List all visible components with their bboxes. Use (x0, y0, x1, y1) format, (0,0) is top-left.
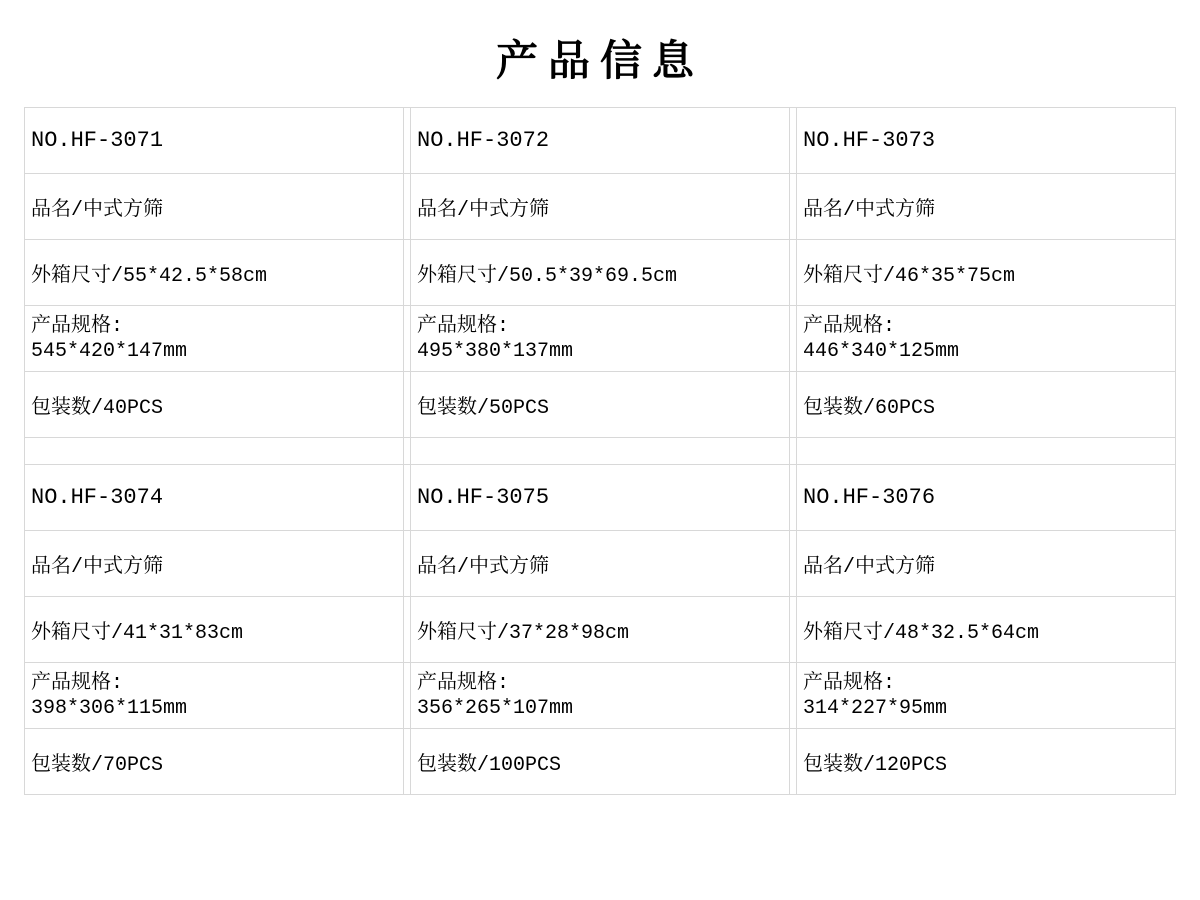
spec-label: 产品规格: (803, 314, 896, 338)
spec-value: 495*380*137mm (417, 339, 574, 363)
product-name-cell: 品名/中式方筛 (797, 531, 1176, 597)
column-gap (790, 438, 797, 465)
spacer-cell (25, 438, 404, 465)
product-spec-cell (25, 306, 404, 372)
product-box-size-cell: 外箱尺寸/37*28*98cm (411, 597, 790, 663)
column-gap (790, 306, 797, 372)
product-spec-cell (25, 663, 404, 729)
product-box-size-cell: 外箱尺寸/41*31*83cm (25, 597, 404, 663)
spec-label: 产品规格: (417, 671, 510, 695)
spacer-cell (411, 438, 790, 465)
spec-value: 356*265*107mm (417, 696, 574, 720)
spec-label: 产品规格: (31, 314, 124, 338)
product-spec-cell (797, 306, 1176, 372)
product-pack-qty-cell: 包装数/100PCS (411, 729, 790, 795)
product-pack-qty-cell: 包装数/40PCS (25, 372, 404, 438)
table-row (25, 174, 1176, 240)
product-spec-cell (411, 306, 790, 372)
column-gap (790, 372, 797, 438)
spec-label: 产品规格: (31, 671, 124, 695)
table-row (25, 240, 1176, 306)
product-pack-qty-cell: 包装数/50PCS (411, 372, 790, 438)
column-gap (790, 465, 797, 531)
page-header (0, 0, 1200, 107)
spacer-cell (797, 438, 1176, 465)
column-gap (404, 174, 411, 240)
column-gap (404, 438, 411, 465)
column-gap (790, 108, 797, 174)
table-row (25, 531, 1176, 597)
spec-label: 产品规格: (803, 671, 896, 695)
column-gap (404, 597, 411, 663)
spec-value: 398*306*115mm (31, 696, 188, 720)
column-gap (404, 663, 411, 729)
product-pack-qty-cell: 包装数/70PCS (25, 729, 404, 795)
table-row (25, 108, 1176, 174)
page-title: 产品信息 (495, 36, 704, 84)
product-pack-qty-cell: 包装数/120PCS (797, 729, 1176, 795)
spec-value: 545*420*147mm (31, 339, 188, 363)
product-name-cell: 品名/中式方筛 (25, 174, 404, 240)
column-gap (404, 531, 411, 597)
product-box-size-cell: 外箱尺寸/46*35*75cm (797, 240, 1176, 306)
table-row (25, 372, 1176, 438)
spec-value: 314*227*95mm (803, 696, 948, 720)
column-gap (404, 729, 411, 795)
product-box-size-cell: 外箱尺寸/48*32.5*64cm (797, 597, 1176, 663)
column-gap (404, 240, 411, 306)
column-gap (404, 465, 411, 531)
column-gap (790, 663, 797, 729)
column-gap (790, 174, 797, 240)
product-spec-cell (797, 663, 1176, 729)
product-no-cell: NO.HF-3075 (411, 465, 790, 531)
column-gap (404, 108, 411, 174)
column-gap (404, 306, 411, 372)
table-row (25, 465, 1176, 531)
product-name-cell: 品名/中式方筛 (25, 531, 404, 597)
table-row (25, 663, 1176, 729)
column-gap (790, 729, 797, 795)
column-gap (790, 240, 797, 306)
product-name-cell: 品名/中式方筛 (411, 531, 790, 597)
product-box-size-cell: 外箱尺寸/55*42.5*58cm (25, 240, 404, 306)
table-row (25, 306, 1176, 372)
column-gap (790, 597, 797, 663)
product-info-table (24, 107, 1176, 795)
product-name-cell: 品名/中式方筛 (797, 174, 1176, 240)
product-pack-qty-cell: 包装数/60PCS (797, 372, 1176, 438)
column-gap (404, 372, 411, 438)
table-row (25, 597, 1176, 663)
table-row (25, 729, 1176, 795)
spec-label: 产品规格: (417, 314, 510, 338)
spec-value: 446*340*125mm (803, 339, 960, 363)
product-no-cell: NO.HF-3071 (25, 108, 404, 174)
product-no-cell: NO.HF-3073 (797, 108, 1176, 174)
product-name-cell: 品名/中式方筛 (411, 174, 790, 240)
product-no-cell: NO.HF-3076 (797, 465, 1176, 531)
product-box-size-cell: 外箱尺寸/50.5*39*69.5cm (411, 240, 790, 306)
spacer-row (25, 438, 1176, 465)
product-no-cell: NO.HF-3074 (25, 465, 404, 531)
column-gap (790, 531, 797, 597)
product-no-cell: NO.HF-3072 (411, 108, 790, 174)
product-spec-cell (411, 663, 790, 729)
